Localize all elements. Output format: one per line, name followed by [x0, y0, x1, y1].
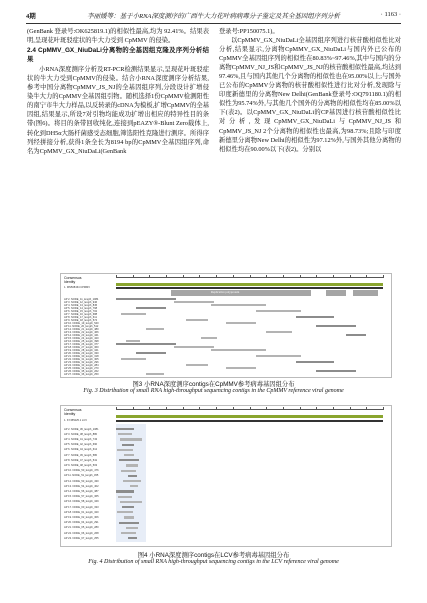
fig4-ruler-tick [250, 407, 251, 410]
fig4-reference-label: 1. KY455225.1 LCV [64, 419, 87, 422]
fig4-ruler-tick [300, 407, 301, 410]
figure4-contig-label: AP 16. NODE_58_length_349 [64, 500, 99, 504]
figure3-contig-bar [174, 301, 214, 303]
fig4-selection-highlight [116, 424, 146, 542]
section-heading: 2.4 CpMMV_GX_NiuDaLi分离物的全基因组克隆及序列分析结果 [27, 47, 209, 64]
figure3-contig-label: AP 3. NODE_12_length_946 [64, 300, 98, 304]
figure4-contig-label: AP 19. NODE_62_length_306 [64, 515, 99, 519]
right-paragraph-1: 登录号:PP150075.1)。 [219, 28, 279, 35]
figure4-contig-bar [124, 454, 134, 456]
figure4-contig-bar [116, 428, 134, 430]
figure3-contig-bar [296, 361, 334, 363]
figure4-contig-bar [120, 501, 142, 503]
figure3-contig-bar [136, 352, 166, 354]
figure3-contig-label: AP 14. NODE_23_length_441 [64, 333, 99, 337]
figure3-contig-bar [211, 349, 266, 351]
fig4-identity-label: Identity [64, 412, 76, 416]
figure4-contig-label: AP 22. NODE_66_length_268 [64, 531, 99, 535]
fig3-ruler-tick [116, 275, 117, 278]
figure4-contig-label: AP 17. NODE_60_length_333 [64, 505, 99, 509]
fig3-ruler-tick [216, 275, 217, 278]
fig4-ruler-tick [233, 407, 234, 410]
fig3-ruler-tick [266, 275, 267, 278]
fig4-ruler-tick [216, 407, 217, 410]
fig4-ruler-tick [116, 407, 117, 410]
figure3-contig-label: AP 10. NODE_19_length_540 [64, 321, 99, 325]
figure4-contig-bar [126, 464, 138, 466]
figure3-contig-label: AP 22. NODE_31_length_305 [64, 357, 99, 361]
figure-3-alignment [60, 273, 392, 378]
figure4-contig-label: AP 23. NODE_67_length_255 [64, 536, 99, 540]
figure3-contig-bar [316, 370, 356, 372]
fig3-annotation-feature-2 [326, 290, 346, 296]
running-title: 李丽媛等：基于小RNA深度测序的广西牛大力花叶病病毒分子鉴定及其全基因组序列分析 [87, 13, 340, 20]
figure3-contig-label: AP 24. NODE_33_length_284 [64, 363, 99, 367]
figure3-contig-label: AP 23. NODE_32_length_296 [64, 360, 99, 364]
fig3-ruler-tick [316, 275, 317, 278]
fig3-annotation-label: Replicative polyprotein [211, 290, 240, 294]
fig3-ruler-tick [149, 275, 150, 278]
fig3-ruler-tick [199, 275, 200, 278]
fig3-annotation-feature [171, 290, 311, 296]
figure3-contig-label: AP 27. NODE_36_length_250 [64, 372, 99, 376]
fig3-reference-bar [116, 287, 383, 289]
figure4-contig-label: AP 12. NODE_53_length_430 [64, 479, 99, 483]
figure3-contig-label: AP 16. NODE_25_length_398 [64, 339, 99, 343]
figure3-contig-label: AP 7. NODE_16_length_688 [64, 312, 98, 316]
figure3-contig-label: AP 9. NODE_18_length_574 [64, 318, 98, 322]
fig4-identity-bar [116, 415, 383, 418]
right-column [219, 27, 401, 154]
fig3-ruler-tick [350, 275, 351, 278]
right-paragraph-2: 以CpMMV_GX_NiuDaLi全基因组序列进行核苷酸相似性比对分析,结果显示,分离物CpMMV_GX_NiuDaLi与国内外已公布的CpMMV全基因组序列的相似性在80.83%~97.46%,其中与国内的分离物CpMMV_NJ_JS和CpMMV_JS_NJ的核苷酸相似性最高,均达到97.46%,且与国内其他几个分离物的相似性也在95.00%以上;与国外已公布的CpMMV分离物的核苷酸相似性进行比对分析,发现除与印度新德里的分离物New Delhi(GenBank登录号:OQ791180.1)的相似性为95.74%外,与其他几个国外的分离物的相似性均在85.00%以下(表2)。以CpMMV_GX_NiuDaLi的CP基因进行核苷酸相似性比对分析,发现CpMMV_GX_NiuDaLi与CpMMV_NJ_JS和CpMMV_JS_NJ 2个分离物的相似性也最高,为98.73%;且除与印度新德里分离物New Delhi的相似性为97.12%外,与国外其他分离物的相似性均在90.00%以下(表2)。分别以 [219, 37, 401, 153]
fig4-ruler-tick [266, 407, 267, 410]
figure3-contig-label: AP 18. NODE_27_length_360 [64, 345, 99, 349]
figure4-contig-bar [116, 490, 134, 492]
fig3-ruler-tick [233, 275, 234, 278]
figure4-contig-label: AP 7. NODE_45_length_580 [64, 453, 98, 457]
fig3-ruler-tick [250, 275, 251, 278]
figure4-contig-label: AP 20. NODE_64_length_291 [64, 521, 99, 525]
figure3-contig-label: AP 25. NODE_34_length_270 [64, 366, 99, 370]
figure4-contig-label: AP 5. NODE_42_length_690 [64, 443, 98, 447]
figure-4-caption-en: Fig. 4 Distribution of small RNA high-throughput sequencing contigs in the LCV reference viral genome [88, 559, 339, 565]
figure4-contig-label: AP 11. NODE_51_length_455 [64, 474, 99, 478]
figure3-contig-bar [136, 307, 166, 309]
figure4-contig-bar [123, 480, 141, 482]
figure-4-alignment [60, 405, 392, 547]
figure3-contig-bar [316, 325, 356, 327]
figure3-contig-label: AP 26. NODE_35_length_262 [64, 369, 99, 373]
fig4-ruler-tick [316, 407, 317, 410]
figure4-contig-bar [121, 532, 136, 534]
figure4-contig-label: AP 13. NODE_54_length_402 [64, 484, 99, 488]
fig4-ruler-tick [283, 407, 284, 410]
fig3-ruler-tick [283, 275, 284, 278]
fig4-ruler-tick [149, 407, 150, 410]
figure3-contig-bar [121, 358, 146, 360]
figure3-contig-label: AP 17. NODE_26_length_377 [64, 342, 99, 346]
left-column [27, 27, 209, 156]
figure3-contig-bar [201, 337, 217, 339]
fig3-ruler-tick [383, 275, 384, 278]
figure3-contig-bar [116, 298, 176, 300]
issue-number: 4期 [26, 13, 36, 20]
figure4-contig-bar [117, 511, 133, 513]
figure4-contig-label: AP 9. NODE_48_length_503 [64, 463, 98, 467]
page-number: · 1163 · [380, 11, 401, 18]
figure4-contig-bar [121, 470, 136, 472]
header-rule [26, 23, 401, 24]
figure3-contig-bar [226, 322, 256, 324]
fig4-ruler-tick [133, 407, 134, 410]
figure3-contig-label: AP 2. NODE_11_length_1084 [64, 297, 99, 301]
figure3-contig-bar [146, 373, 164, 375]
figure4-contig-bar [128, 537, 137, 539]
figure3-contig-bar [256, 355, 301, 357]
figure3-contig-bar [211, 304, 266, 306]
figure4-contig-bar [124, 516, 134, 518]
fig3-identity-bar [116, 283, 383, 286]
figure3-contig-label: AP 21. NODE_30_length_318 [64, 354, 99, 358]
figure4-contig-label: AP 10. NODE_50_length_476 [64, 469, 99, 473]
fig3-consensus-label: Consensus [64, 276, 82, 280]
figure3-contig-label: AP 5. NODE_14_length_768 [64, 306, 98, 310]
figure4-contig-label: AP 21. NODE_65_length_280 [64, 526, 99, 530]
fig4-ruler-tick [366, 407, 367, 410]
running-header [26, 9, 401, 23]
figure3-contig-label: AP 11. NODE_20_length_512 [64, 324, 99, 328]
figure3-contig-label: AP 15. NODE_24_length_420 [64, 336, 99, 340]
fig4-consensus-label: Consensus [64, 408, 82, 412]
fig4-ruler-tick [350, 407, 351, 410]
figure3-contig-label: AP 12. NODE_21_length_480 [64, 327, 99, 331]
left-paragraph-1: (GenBank 登录号:OK625819.1)的相似性最高,均为 92.41%。结果表明,呈现花叶斑驳症状的牛大力受到 CpMMV 的侵染。 [27, 28, 209, 45]
fig4-ruler-tick [166, 407, 167, 410]
figure4-contig-bar [120, 438, 142, 440]
figure3-contig-bar [116, 343, 176, 345]
figure4-contig-bar [118, 433, 132, 435]
fig3-ruler-tick [183, 275, 184, 278]
figure-4-caption-cn: 图4 小RNA深度测序contigs在LCV参考病毒基因组分布 [137, 552, 290, 559]
figure3-contig-bar [121, 313, 146, 315]
figure3-contig-bar [186, 319, 208, 321]
figure4-contig-label: AP 6. NODE_44_length_612 [64, 448, 98, 452]
figure3-contig-bar [174, 346, 214, 348]
figure4-contig-bar [128, 475, 137, 477]
fig3-ruler-tick [333, 275, 334, 278]
figure3-contig-bar [126, 340, 140, 342]
figure3-contig-label: AP 6. NODE_15_length_702 [64, 309, 98, 313]
figure4-contig-bar [119, 522, 139, 524]
figure3-contig-bar [186, 364, 208, 366]
figure3-contig-bar [296, 316, 334, 318]
figure4-contig-label: AP 18. NODE_61_length_320 [64, 510, 99, 514]
figure4-contig-label: AP 8. NODE_47_length_541 [64, 458, 98, 462]
figure4-contig-bar [118, 496, 132, 498]
figure4-contig-bar [119, 459, 139, 461]
figure3-contig-label: AP 13. NODE_22_length_466 [64, 330, 99, 334]
fig3-annotation-feature-3 [353, 290, 378, 296]
fig3-ruler-tick [166, 275, 167, 278]
figure3-contig-label: AP 4. NODE_13_length_845 [64, 303, 98, 307]
fig4-ruler-tick [383, 407, 384, 410]
figure4-contig-label: AP 3. NODE_38_length_880 [64, 432, 98, 436]
figure4-contig-label: AP 14. NODE_56_length_387 [64, 489, 99, 493]
figure3-contig-label: AP 8. NODE_17_length_611 [64, 315, 97, 319]
figure4-contig-label: AP 4. NODE_41_length_743 [64, 437, 98, 441]
fig3-ruler-tick [133, 275, 134, 278]
fig4-reference-bar [116, 420, 383, 422]
figure4-contig-bar [117, 449, 133, 451]
fig4-ruler-tick [199, 407, 200, 410]
fig4-ruler-tick [333, 407, 334, 410]
figure3-contig-label: AP 19. NODE_28_length_341 [64, 348, 99, 352]
figure3-contig-bar [256, 310, 301, 312]
fig3-ruler [116, 277, 383, 280]
figure-3-caption-cn: 图3 小RNA深度测序contigs在CpMMV参考病毒基因组分布 [132, 381, 295, 388]
figure3-contig-bar [226, 367, 256, 369]
fig3-ruler-tick [300, 275, 301, 278]
fig3-reference-label: 1. MN508464 CPMMV [64, 286, 90, 289]
left-paragraph-2: 小RNA深度测序分析及RT-PCR检测结果显示,呈现花叶斑驳症状的牛大力受到CpMMV的侵染。结合小RNA深度测序分析结果,参考中国分离物CpMMV_JS_NJ的全基因组序列,分段设计扩增侵染牛大力的CpMMV全基因组引物。随机选择1份CpMMV检测阳性的南宁市牛大力样品,以反转录的cDNA为模板,扩增CpMMV的全基因组,结果显示,所设7对引物均能成功扩增出相应的特异性目的条带(图6)。将目的条带回收纯化,连接到pEAZY®-Blunt Zero载体上,转化到DH5α大肠杆菌感受态细胞,筛选阳性克隆进行测序。所得序列经拼接分析,获得1条全长为8194 bp的CpMMV全基因组序列,命名为CpMMV_GX_NiuDaLi(GenBank [27, 66, 209, 155]
figure4-contig-bar [130, 485, 138, 487]
figure3-contig-bar [346, 334, 366, 336]
fig4-ruler-tick [183, 407, 184, 410]
fig3-identity-label: Identity [64, 280, 76, 284]
figure3-contig-bar [266, 331, 292, 333]
figure4-contig-bar [122, 444, 134, 446]
figure4-contig-bar [122, 506, 134, 508]
figure3-contig-label: AP 20. NODE_29_length_330 [64, 351, 99, 355]
figure4-contig-label: AP 2. NODE_36_length_1081 [64, 427, 99, 431]
figure3-contig-bar [146, 328, 164, 330]
fig4-ruler [116, 409, 383, 412]
figure4-contig-label: AP 15. NODE_57_length_365 [64, 495, 99, 499]
fig3-ruler-tick [366, 275, 367, 278]
figure4-contig-bar [126, 527, 138, 529]
figure-3-caption-en: Fig. 3 Distribution of small RNA high-throughput sequencing contigs in the CpMMV reference viral genome [83, 388, 344, 394]
